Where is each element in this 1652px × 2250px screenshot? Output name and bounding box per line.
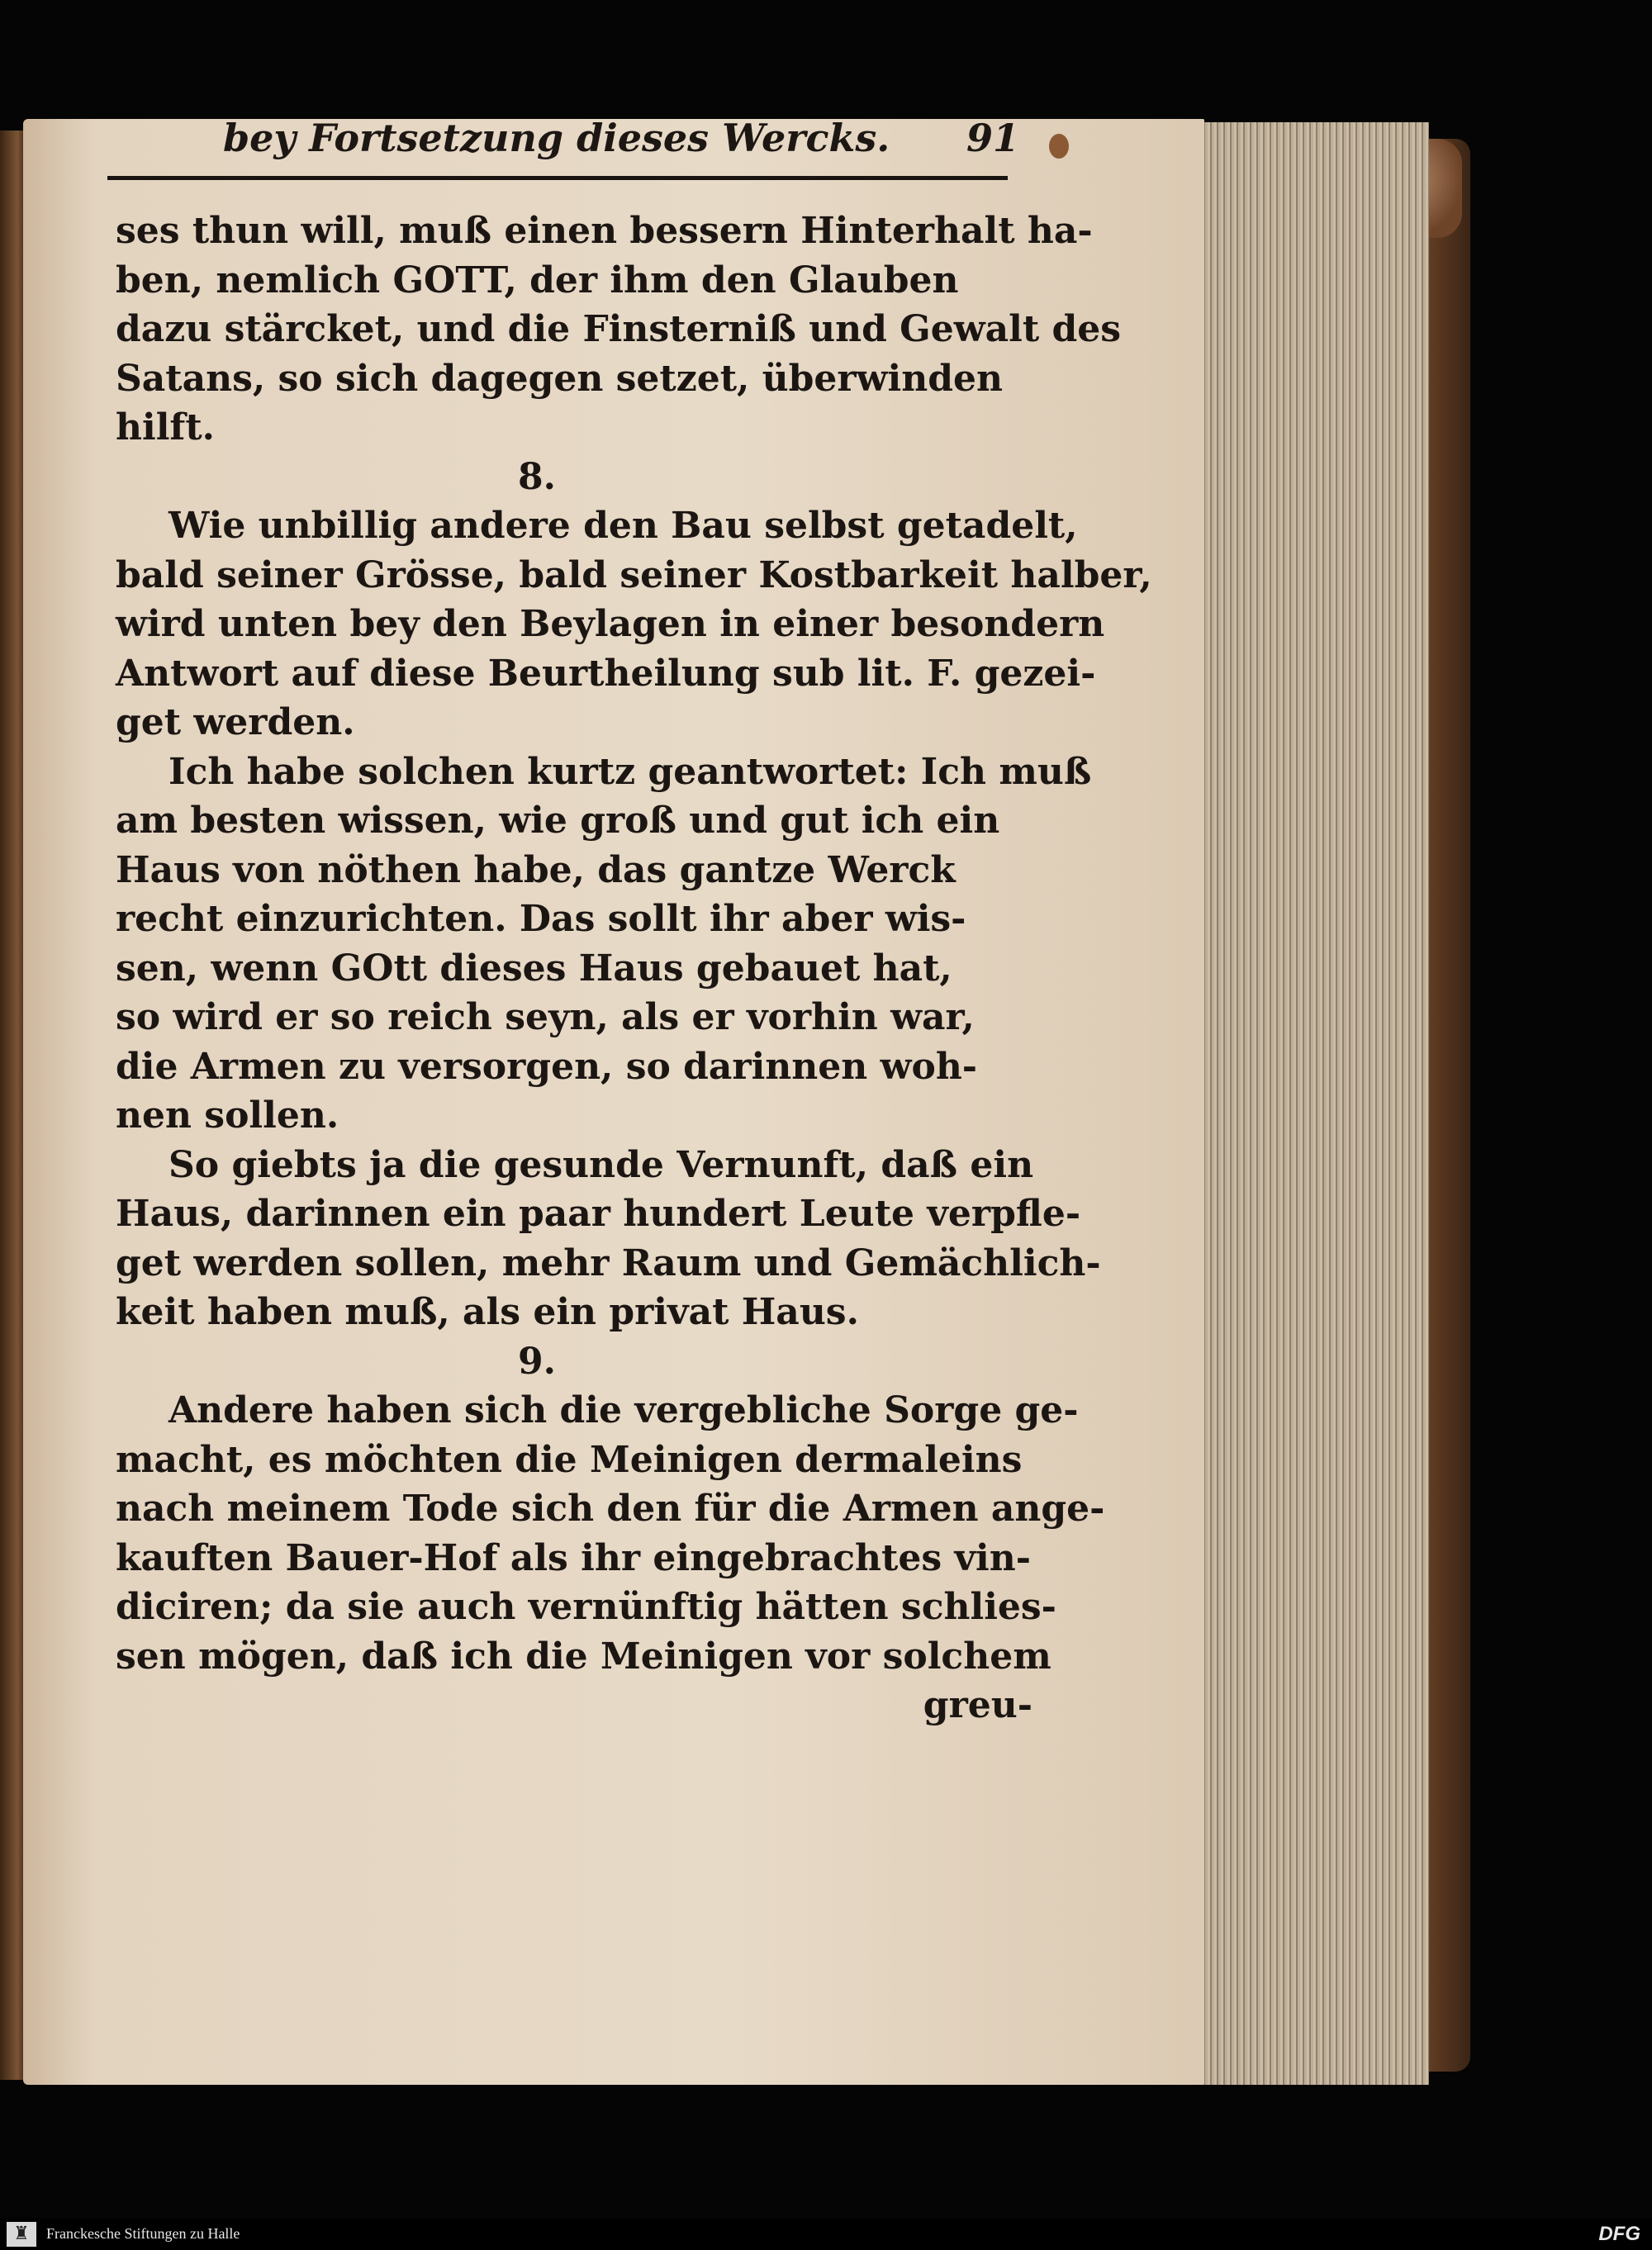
text-line: die Armen zu versorgen, so darinnen woh- <box>116 1045 978 1088</box>
text-line: diciren; da sie auch vernünftig hätten schlies- <box>116 1586 1056 1628</box>
text-line: keit haben muß, als ein privat Haus. <box>116 1291 859 1333</box>
francke-foundation-logo-icon: ♜ <box>7 2222 36 2247</box>
text-line: Haus, darinnen ein paar hundert Leute verpfle- <box>116 1193 1081 1235</box>
text-line: Ich habe solchen kurtz geantwortet: Ich muß <box>169 750 1092 793</box>
text-line: recht einzurichten. Das sollt ihr aber wis- <box>116 898 966 940</box>
left-page-edge <box>0 131 25 2080</box>
section-number: 8. <box>518 455 556 498</box>
dfg-logo: DFG <box>1598 2223 1640 2245</box>
page-number: 91 <box>966 116 1020 160</box>
viewer-footer <box>0 2219 1652 2250</box>
text-line: nach meinem Tode sich den für die Armen ange- <box>116 1488 1105 1530</box>
institution-name: Franckesche Stiftungen zu Halle <box>46 2225 240 2242</box>
text-line: sen, wenn GOtt dieses Haus gebauet hat, <box>116 947 952 990</box>
text-line: wird unten bey den Beylagen in einer besondern <box>116 603 1105 645</box>
text-line: sen mögen, daß ich die Meinigen vor solchem <box>116 1635 1051 1678</box>
text-line: Satans, so sich dagegen setzet, überwinden <box>116 357 1003 400</box>
header-rule <box>107 176 1008 180</box>
text-line: hilft. <box>116 406 215 449</box>
page-header <box>223 116 1020 165</box>
running-title: bey Fortsetzung dieses Wercks. <box>223 116 890 160</box>
text-line: So giebts ja die gesunde Vernunft, daß ein <box>169 1143 1034 1186</box>
text-line: Wie unbillig andere den Bau selbst getadelt, <box>169 505 1078 547</box>
text-line: ben, nemlich GOTT, der ihm den Glauben <box>116 259 959 301</box>
text-line: kauften Bauer-Hof als ihr eingebrachtes vin- <box>116 1536 1031 1579</box>
page-fore-edge <box>1181 122 1429 2085</box>
text-line: Andere haben sich die vergebliche Sorge ge- <box>169 1389 1079 1431</box>
text-line: ses thun will, muß einen bessern Hinterhalt ha- <box>116 210 1093 252</box>
text-line: macht, es möchten die Meinigen dermaleins <box>116 1438 1023 1481</box>
text-line: bald seiner Grösse, bald seiner Kostbarkeit halber, <box>116 553 1152 596</box>
text-line: Antwort auf diese Beurtheilung sub lit. F. gezei- <box>116 652 1096 695</box>
body-text <box>116 206 1152 1730</box>
text-line: get werden. <box>116 701 355 743</box>
text-line: dazu stärcket, und die Finsterniß und Gewalt des <box>116 308 1122 350</box>
text-line: get werden sollen, mehr Raum und Gemächlich- <box>116 1241 1101 1284</box>
text-line: nen sollen. <box>116 1094 339 1137</box>
catchword: greu- <box>923 1684 1032 1726</box>
paper-stain <box>1049 134 1069 159</box>
text-line: Haus von nöthen habe, das gantze Werck <box>116 848 956 891</box>
text-line: am besten wissen, wie groß und gut ich ein <box>116 800 1000 842</box>
text-line: so wird er so reich seyn, als er vorhin war, <box>116 996 975 1038</box>
section-number: 9. <box>518 1340 556 1383</box>
